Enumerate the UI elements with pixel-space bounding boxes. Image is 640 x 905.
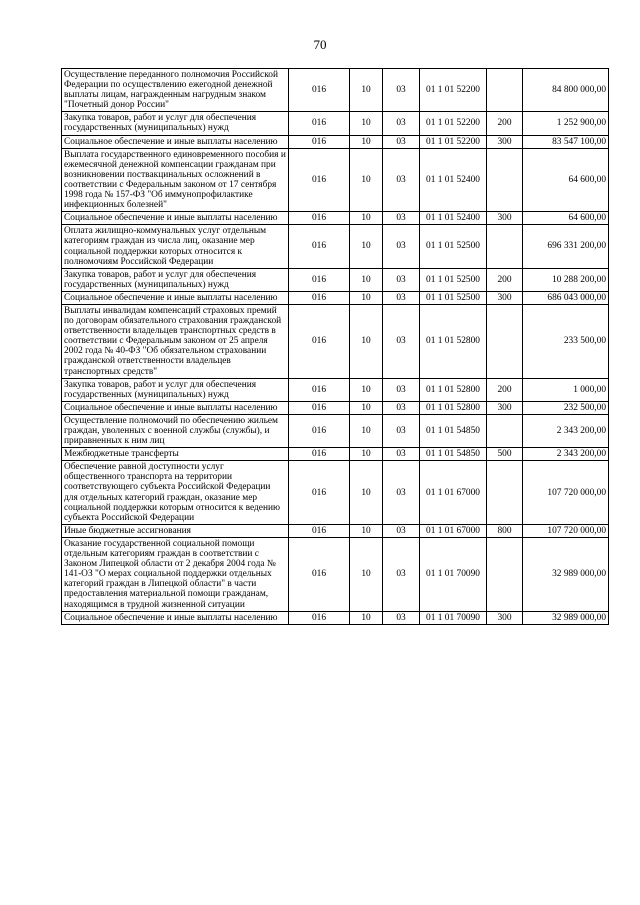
table-row [62, 524, 609, 537]
amount-cell: 2 343 200,00 [523, 414, 609, 447]
target-article-cell: 01 1 01 52400 [420, 212, 487, 225]
subsection-code-cell: 03 [383, 112, 420, 135]
ministry-code-cell: 016 [289, 268, 350, 291]
expense-name-cell: Обеспечение равной доступности услуг общественного транспорта на территории соответствующего субъекта Российской Федерации для отдельных категорий граждан, оказание мер социальной поддержки которым относится к ведению субъекта Российской Федерации [62, 461, 289, 525]
expense-type-cell: 300 [487, 212, 523, 225]
target-article-cell: 01 1 01 52500 [420, 291, 487, 304]
section-code-cell: 10 [350, 135, 383, 148]
table-row [62, 611, 609, 624]
expense-name-cell: Социальное обеспечение и иные выплаты населению [62, 212, 289, 225]
amount-cell: 686 043 000,00 [523, 291, 609, 304]
table-row [62, 135, 609, 148]
amount-cell: 233 500,00 [523, 304, 609, 378]
expense-type-cell: 300 [487, 401, 523, 414]
amount-cell: 83 547 100,00 [523, 135, 609, 148]
expense-name-cell: Межбюджетные трансферты [62, 448, 289, 461]
expense-type-cell: 800 [487, 524, 523, 537]
expense-type-cell [487, 537, 523, 611]
table-row [62, 212, 609, 225]
ministry-code-cell: 016 [289, 401, 350, 414]
expense-name-cell: Выплата государственного единовременного пособия и ежемесячной денежной компенсации гражданам при возникновении поствакцинальных осложнений в соответствии с Федеральным законом от 17 сентября 1998 года № 157-ФЗ "Об иммунопрофилактике инфекционных болезней" [62, 148, 289, 212]
ministry-code-cell: 016 [289, 112, 350, 135]
ministry-code-cell: 016 [289, 378, 350, 401]
section-code-cell: 10 [350, 304, 383, 378]
table-row [62, 291, 609, 304]
page-number: 70 [313, 37, 327, 52]
expense-name-cell: Осуществление полномочий по обеспечению жильем граждан, уволенных с военной службы (службы), и приравненных к ним лиц [62, 414, 289, 447]
subsection-code-cell: 03 [383, 225, 420, 268]
expense-type-cell: 300 [487, 135, 523, 148]
ministry-code-cell: 016 [289, 524, 350, 537]
ministry-code-cell: 016 [289, 304, 350, 378]
expense-type-cell: 200 [487, 378, 523, 401]
amount-cell: 696 331 200,00 [523, 225, 609, 268]
target-article-cell: 01 1 01 52800 [420, 378, 487, 401]
section-code-cell: 10 [350, 414, 383, 447]
expense-type-cell [487, 69, 523, 112]
amount-cell: 84 800 000,00 [523, 69, 609, 112]
target-article-cell: 01 1 01 54850 [420, 448, 487, 461]
target-article-cell: 01 1 01 67000 [420, 524, 487, 537]
subsection-code-cell: 03 [383, 291, 420, 304]
ministry-code-cell: 016 [289, 69, 350, 112]
target-article-cell: 01 1 01 70090 [420, 611, 487, 624]
expense-name-cell: Социальное обеспечение и иные выплаты населению [62, 401, 289, 414]
amount-cell: 32 989 000,00 [523, 611, 609, 624]
ministry-code-cell: 016 [289, 448, 350, 461]
amount-cell: 32 989 000,00 [523, 537, 609, 611]
section-code-cell: 10 [350, 611, 383, 624]
expense-name-cell: Осуществление переданного полномочия Российской Федерации по осуществлению ежегодной денежной выплаты лицам, награжденным нагрудным знаком "Почетный донор России" [62, 69, 289, 112]
target-article-cell: 01 1 01 67000 [420, 461, 487, 525]
table-row [62, 537, 609, 611]
ministry-code-cell: 016 [289, 461, 350, 525]
expense-type-cell [487, 414, 523, 447]
table-row [62, 148, 609, 212]
target-article-cell: 01 1 01 52200 [420, 112, 487, 135]
amount-cell: 64 600,00 [523, 212, 609, 225]
table-body [62, 69, 609, 625]
amount-cell: 232 500,00 [523, 401, 609, 414]
expense-type-cell [487, 225, 523, 268]
subsection-code-cell: 03 [383, 461, 420, 525]
table-row [62, 69, 609, 112]
expense-name-cell: Социальное обеспечение и иные выплаты населению [62, 611, 289, 624]
subsection-code-cell: 03 [383, 268, 420, 291]
table-row [62, 378, 609, 401]
table-row [62, 401, 609, 414]
amount-cell: 10 288 200,00 [523, 268, 609, 291]
expense-type-cell: 500 [487, 448, 523, 461]
section-code-cell: 10 [350, 268, 383, 291]
subsection-code-cell: 03 [383, 135, 420, 148]
ministry-code-cell: 016 [289, 414, 350, 447]
target-article-cell: 01 1 01 52200 [420, 135, 487, 148]
section-code-cell: 10 [350, 112, 383, 135]
section-code-cell: 10 [350, 291, 383, 304]
subsection-code-cell: 03 [383, 414, 420, 447]
expense-name-cell: Социальное обеспечение и иные выплаты населению [62, 291, 289, 304]
table-row [62, 414, 609, 447]
ministry-code-cell: 016 [289, 291, 350, 304]
section-code-cell: 10 [350, 401, 383, 414]
section-code-cell: 10 [350, 448, 383, 461]
expense-name-cell: Закупка товаров, работ и услуг для обеспечения государственных (муниципальных) нужд [62, 112, 289, 135]
expense-type-cell [487, 461, 523, 525]
ministry-code-cell: 016 [289, 135, 350, 148]
section-code-cell: 10 [350, 461, 383, 525]
section-code-cell: 10 [350, 524, 383, 537]
target-article-cell: 01 1 01 70090 [420, 537, 487, 611]
subsection-code-cell: 03 [383, 69, 420, 112]
table-row [62, 225, 609, 268]
expense-name-cell: Иные бюджетные ассигнования [62, 524, 289, 537]
amount-cell: 1 252 900,00 [523, 112, 609, 135]
table-row [62, 112, 609, 135]
subsection-code-cell: 03 [383, 148, 420, 212]
target-article-cell: 01 1 01 52500 [420, 225, 487, 268]
ministry-code-cell: 016 [289, 611, 350, 624]
expense-type-cell: 200 [487, 268, 523, 291]
table-row [62, 448, 609, 461]
expense-type-cell: 300 [487, 291, 523, 304]
target-article-cell: 01 1 01 54850 [420, 414, 487, 447]
expense-name-cell: Социальное обеспечение и иные выплаты населению [62, 135, 289, 148]
table-row [62, 304, 609, 378]
subsection-code-cell: 03 [383, 611, 420, 624]
section-code-cell: 10 [350, 378, 383, 401]
table-row [62, 268, 609, 291]
expense-type-cell [487, 148, 523, 212]
subsection-code-cell: 03 [383, 537, 420, 611]
target-article-cell: 01 1 01 52200 [420, 69, 487, 112]
ministry-code-cell: 016 [289, 148, 350, 212]
subsection-code-cell: 03 [383, 212, 420, 225]
amount-cell: 107 720 000,00 [523, 461, 609, 525]
expense-type-cell: 200 [487, 112, 523, 135]
target-article-cell: 01 1 01 52800 [420, 304, 487, 378]
target-article-cell: 01 1 01 52800 [420, 401, 487, 414]
expense-name-cell: Закупка товаров, работ и услуг для обеспечения государственных (муниципальных) нужд [62, 378, 289, 401]
expense-name-cell: Закупка товаров, работ и услуг для обеспечения государственных (муниципальных) нужд [62, 268, 289, 291]
budget-table [61, 68, 609, 625]
expense-name-cell: Оказание государственной социальной помощи отдельным категориям граждан в соответствии с Законом Липецкой области от 2 декабря 2004 года № 141-ОЗ "О мерах социальной поддержки отдельных категорий граждан в Липецкой области" в части предоставления материальной помощи гражданам, находящимся в трудной жизненной ситуации [62, 537, 289, 611]
section-code-cell: 10 [350, 69, 383, 112]
expense-type-cell [487, 304, 523, 378]
subsection-code-cell: 03 [383, 401, 420, 414]
amount-cell: 107 720 000,00 [523, 524, 609, 537]
section-code-cell: 10 [350, 148, 383, 212]
subsection-code-cell: 03 [383, 448, 420, 461]
amount-cell: 2 343 200,00 [523, 448, 609, 461]
amount-cell: 64 600,00 [523, 148, 609, 212]
section-code-cell: 10 [350, 537, 383, 611]
subsection-code-cell: 03 [383, 378, 420, 401]
amount-cell: 1 000,00 [523, 378, 609, 401]
target-article-cell: 01 1 01 52500 [420, 268, 487, 291]
subsection-code-cell: 03 [383, 304, 420, 378]
ministry-code-cell: 016 [289, 537, 350, 611]
target-article-cell: 01 1 01 52400 [420, 148, 487, 212]
table-row [62, 461, 609, 525]
section-code-cell: 10 [350, 212, 383, 225]
subsection-code-cell: 03 [383, 524, 420, 537]
ministry-code-cell: 016 [289, 225, 350, 268]
expense-type-cell: 300 [487, 611, 523, 624]
expense-name-cell: Оплата жилищно-коммунальных услуг отдельным категориям граждан из числа лиц, оказание мер социальной поддержки которых относится к полномочиям Российской Федерации [62, 225, 289, 268]
ministry-code-cell: 016 [289, 212, 350, 225]
section-code-cell: 10 [350, 225, 383, 268]
expense-name-cell: Выплаты инвалидам компенсаций страховых премий по договорам обязательного страхования гражданской ответственности владельцев транспортных средств в соответствии с Федеральным законом от 25 апреля 2002 года № 40-ФЗ "Об обязательном страховании гражданской ответственности владельцев транспортных средств" [62, 304, 289, 378]
